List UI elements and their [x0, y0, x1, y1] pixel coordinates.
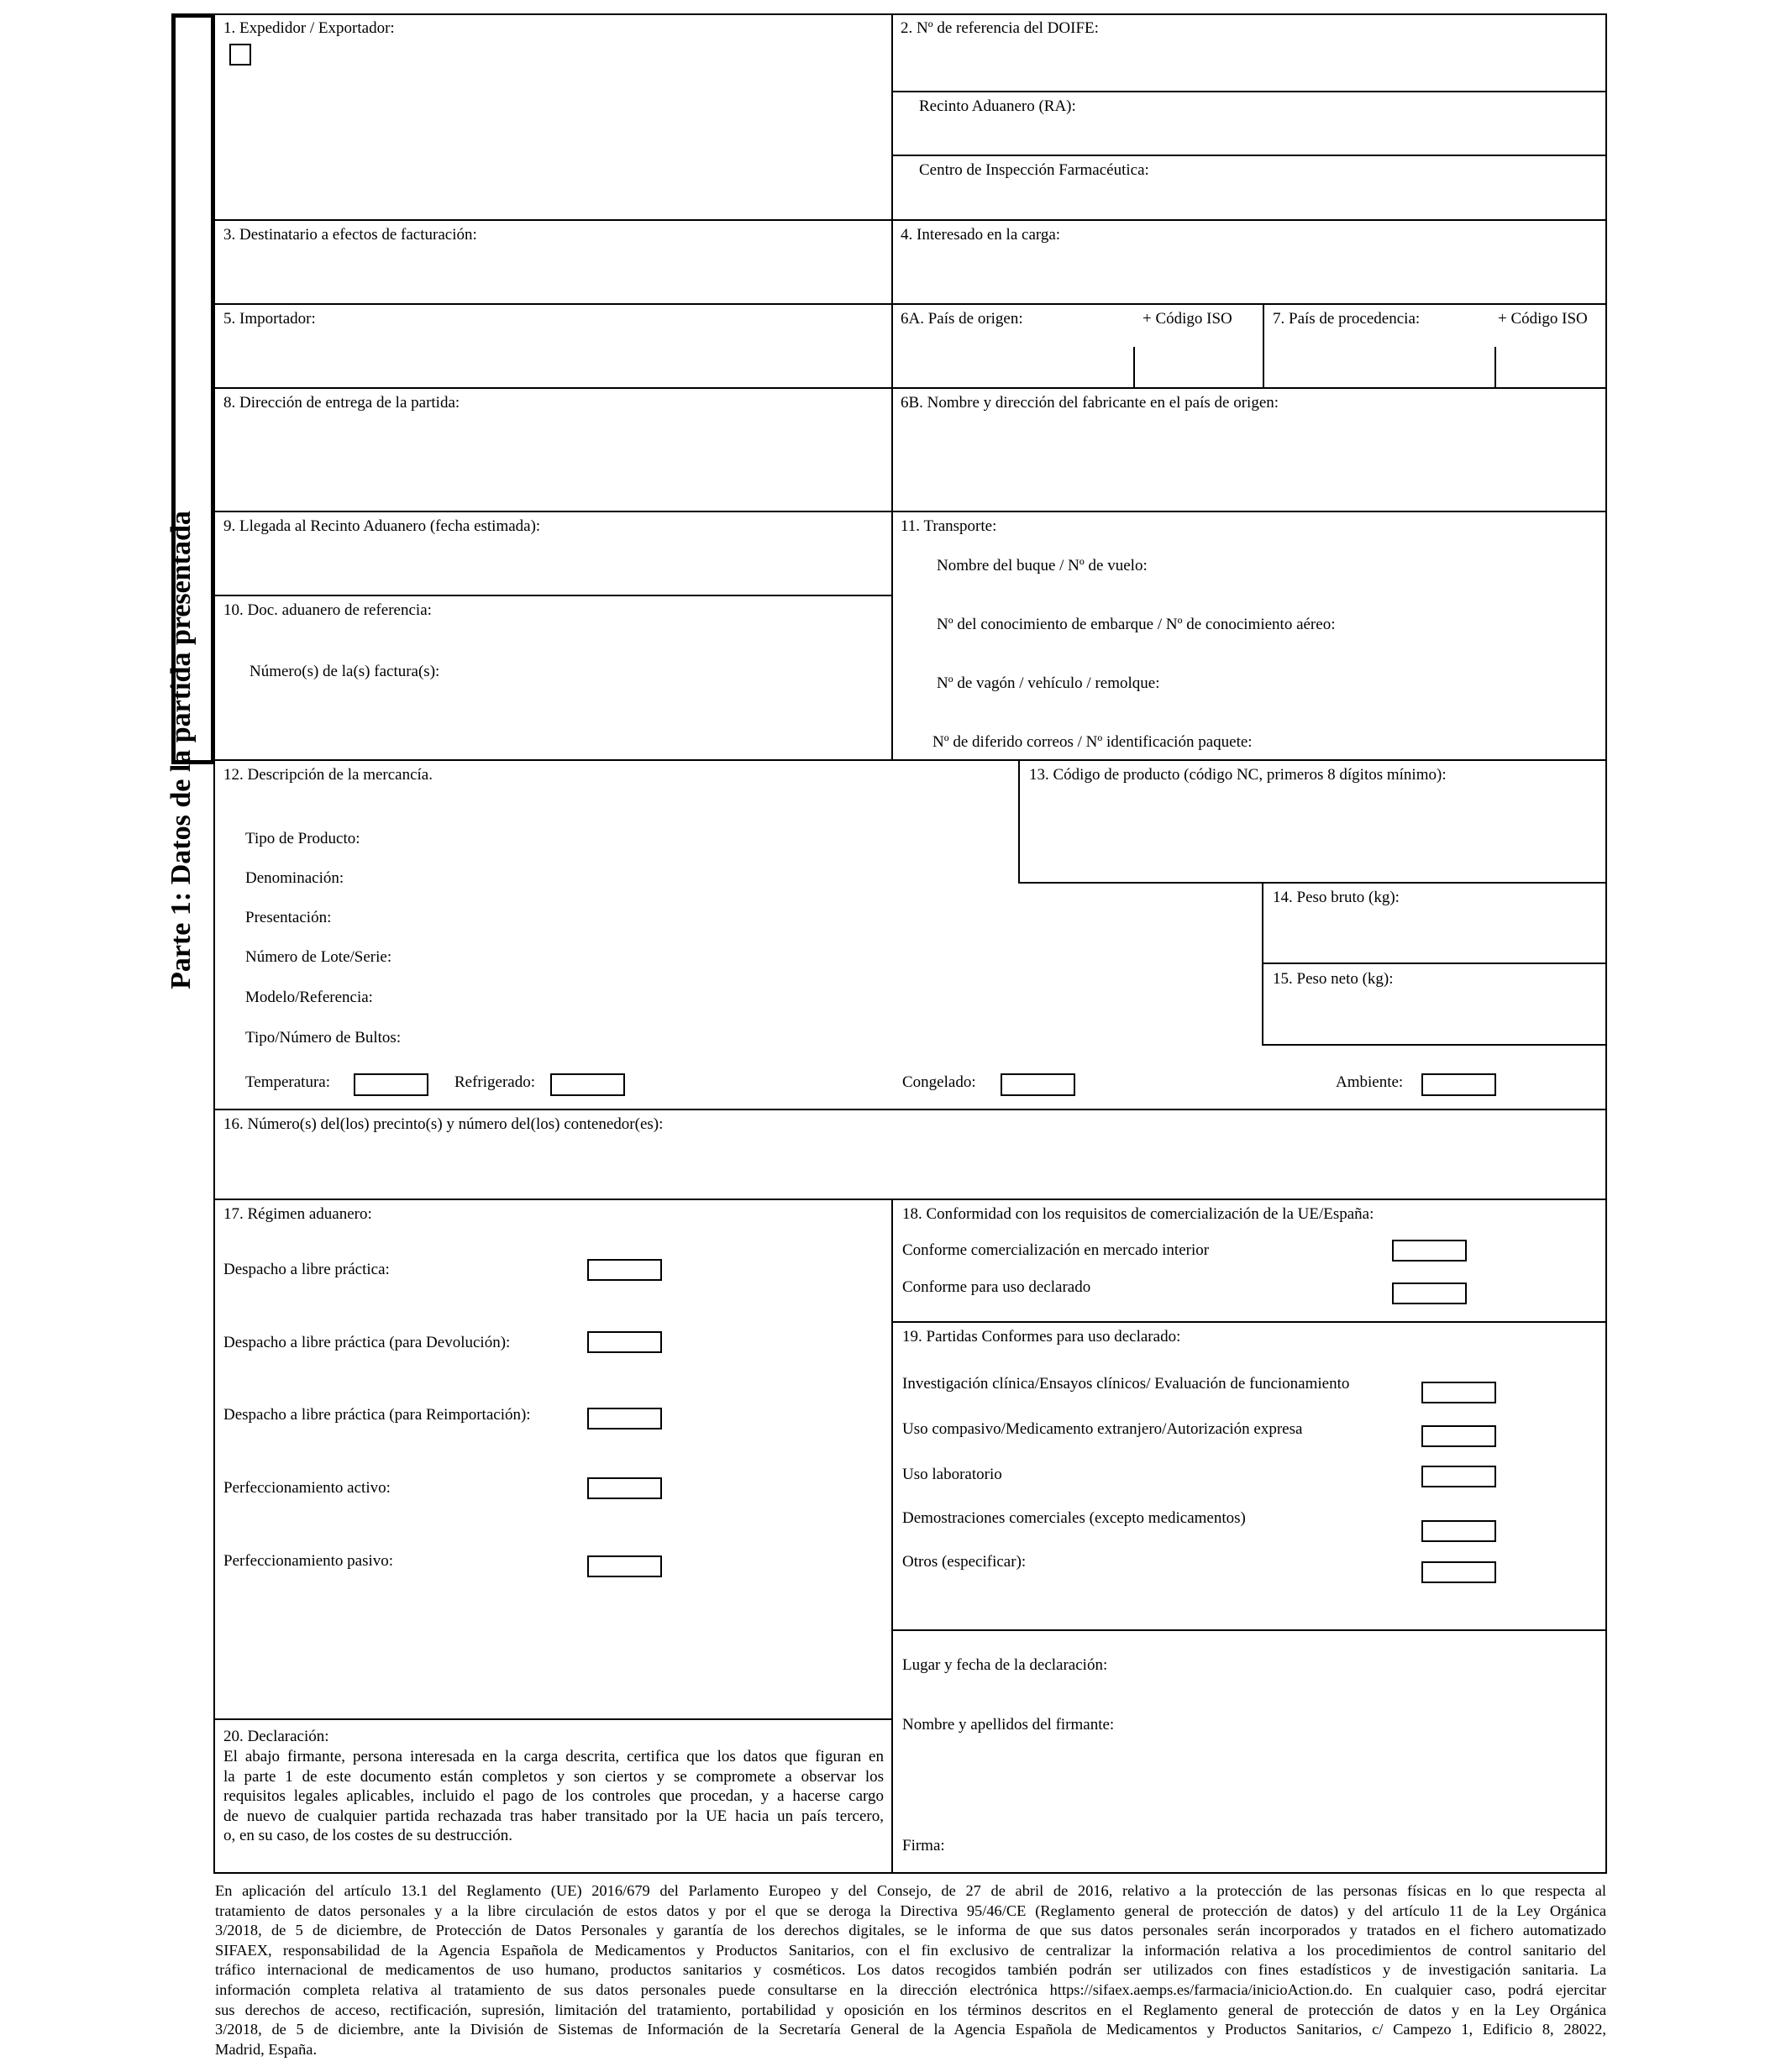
vrule-center-top [891, 13, 893, 761]
rule-row20 [214, 1718, 893, 1720]
refrigerado-checkbox[interactable] [550, 1073, 625, 1096]
lugar-fecha-label: Lugar y fecha de la declaración: [902, 1656, 1108, 1674]
frame-right [1605, 13, 1607, 1874]
field-6a-iso-label: + Código ISO [1143, 310, 1232, 328]
buque-vuelo-label: Nombre del buque / Nº de vuelo: [937, 557, 1148, 574]
field-4-label: 4. Interesado en la carga: [901, 226, 1061, 244]
demostraciones-checkbox[interactable] [1421, 1520, 1496, 1542]
field-11-label: 11. Transporte: [901, 517, 997, 535]
field-8-label: 8. Dirección de entrega de la partida: [223, 394, 460, 412]
rule-row16 [214, 1109, 1607, 1110]
declaration-line: El abajo firmante, persona interesada en la carga descrita, certifica que los datos que figuran en [223, 1748, 884, 1765]
libre-practica-checkbox[interactable] [587, 1259, 662, 1281]
diferido-correos-label: Nº de diferido correos / Nº identificación paquete: [932, 733, 1253, 751]
field-14-label: 14. Peso bruto (kg): [1273, 889, 1400, 906]
rule-right-2 [892, 155, 1607, 156]
field-7-iso-label: + Código ISO [1498, 310, 1588, 328]
recinto-aduanero-label: Recinto Aduanero (RA): [919, 97, 1076, 115]
perfeccionamiento-pasivo-checkbox[interactable] [587, 1555, 662, 1577]
perfeccionamiento-activo-checkbox[interactable] [587, 1477, 662, 1499]
refrigerado-label: Refrigerado: [454, 1073, 536, 1091]
declaration-line: la parte 1 de este documento están completos y son ciertos y se compromete a observar los [223, 1767, 884, 1786]
footer-line: tráfico internacional de medicamentos de uso humano, productos sanitarios y cosméticos. Los datos recogidos también podrán ser utilizados con fines estadísticos y de investigación sanitaria. La [215, 1961, 1606, 1979]
rule-row10 [214, 595, 893, 596]
field-15-label: 15. Peso neto (kg): [1273, 970, 1394, 988]
ambiente-checkbox[interactable] [1421, 1073, 1496, 1096]
libre-reimportacion-checkbox[interactable] [587, 1408, 662, 1429]
rule-row19 [892, 1321, 1607, 1323]
vrule-box13-left [1018, 759, 1020, 884]
lote-serie-label: Número de Lote/Serie: [245, 948, 392, 966]
footer-line: 3/2018, de 5 de diciembre, de Protección de Datos Personales y garantía de los derechos digitales, se le informa de que sus datos personales serán incorporados y tratados en el fichero automatizado [215, 1922, 1606, 1939]
conforme-uso-checkbox[interactable] [1392, 1283, 1467, 1304]
vrule-6a-iso [1133, 347, 1135, 389]
footer-line: 3/2018, de 5 de diciembre, ante la División de Sistemas de Información de la Secretaría General de la Agencia Española de Medicamentos y Productos Sanitarios, c/ Campezo 1, Edificio 8, 28022, [215, 2021, 1606, 2038]
field-12-label: 12. Descripción de la mercancía. [223, 766, 433, 784]
footer-line: información completa relativa al tratamiento de sus datos personales puede consultarse en la dirección electrónica https://sifaex.aemps.es/farmacia/inicioAction.do. En cualquier caso, podrá ejercitar [215, 1980, 1606, 1998]
part1-band-right [211, 13, 215, 764]
field-10-label: 10. Doc. aduanero de referencia: [223, 601, 432, 619]
declaration-line: requisitos legales aplicables, incluido el pago de los controles que procedan, y a hacerse cargo [223, 1787, 884, 1806]
facturas-label: Número(s) de la(s) factura(s): [250, 663, 440, 680]
exporter-checkbox[interactable] [229, 44, 251, 66]
rule-row8 [214, 387, 1607, 389]
frame-bottom [213, 1872, 1607, 1874]
ambiente-label: Ambiente: [1336, 1073, 1404, 1091]
field-3-label: 3. Destinatario a efectos de facturación: [223, 226, 477, 244]
field-5-label: 5. Importador: [223, 310, 316, 328]
vrule-7-iso [1494, 347, 1496, 389]
frame-left [213, 760, 215, 1874]
uso-laboratorio-checkbox[interactable] [1421, 1466, 1496, 1487]
rule-box13-bottom [1019, 882, 1607, 884]
otros-checkbox[interactable] [1421, 1561, 1496, 1583]
field-13-label: 13. Código de producto (código NC, primeros 8 dígitos mínimo): [1029, 766, 1447, 784]
temperatura-input[interactable] [354, 1073, 428, 1096]
field-17-label: 17. Régimen aduanero: [223, 1205, 372, 1223]
footer-line: tratamiento de datos personales y a la libre circulación de estos datos y por el que se deroga la Directiva 95/46/CE (Reglamento general de protección de datos) y del artículo 11 de la Ley Orgánica [215, 1902, 1606, 1919]
libre-practica-label: Despacho a libre práctica: [223, 1261, 390, 1278]
rule-row5 [214, 303, 1607, 305]
rule-row9 [214, 511, 1607, 512]
tipo-producto-label: Tipo de Producto: [245, 830, 360, 847]
part1-band-top [171, 13, 215, 18]
conforme-uso-label: Conforme para uso declarado [902, 1278, 1091, 1296]
rule-row17 [214, 1199, 1607, 1200]
field-6a-label: 6A. País de origen: [901, 310, 1023, 328]
frame-top [214, 13, 1607, 15]
conforme-mercado-label: Conforme comercialización en mercado interior [902, 1241, 1210, 1259]
investigacion-checkbox[interactable] [1421, 1382, 1496, 1403]
uso-laboratorio-label: Uso laboratorio [902, 1466, 1002, 1483]
modelo-referencia-label: Modelo/Referencia: [245, 989, 373, 1006]
uso-compasivo-label: Uso compasivo/Medicamento extranjero/Autorización expresa [902, 1420, 1303, 1438]
congelado-checkbox[interactable] [1001, 1073, 1075, 1096]
rule-right-1 [892, 91, 1607, 92]
nombre-firmante-label: Nombre y apellidos del firmante: [902, 1716, 1115, 1734]
demostraciones-label: Demostraciones comerciales (excepto medicamentos) [902, 1509, 1246, 1527]
congelado-label: Congelado: [902, 1073, 976, 1091]
firma-label: Firma: [902, 1837, 945, 1854]
field-6b-label: 6B. Nombre y dirección del fabricante en el país de origen: [901, 394, 1279, 412]
part1-title: Parte 1: Datos de la partida presentada [165, 511, 197, 989]
field-19-label: 19. Partidas Conformes para uso declarado: [902, 1328, 1181, 1345]
field-7-label: 7. País de procedencia: [1273, 310, 1421, 328]
footer-line: En aplicación del artículo 13.1 del Reglamento (UE) 2016/679 del Parlamento Europeo y del Consejo, de 27 de abril de 2016, relativo a la protección de las personas físicas en lo que respecta al [215, 1882, 1606, 1899]
rule-box14-bottom [1263, 963, 1607, 964]
denominacion-label: Denominación: [245, 869, 344, 887]
field-18-label: 18. Conformidad con los requisitos de comercialización de la UE/España: [902, 1205, 1374, 1223]
rule-box15-bottom [1263, 1044, 1607, 1046]
field-20-label: 20. Declaración: [223, 1728, 329, 1745]
declaration-line: de nuevo de cualquier partida rechazada tras haber transitado por la UE hacia un país tercero, [223, 1807, 884, 1825]
temperatura-label: Temperatura: [245, 1073, 331, 1091]
otros-label: Otros (especificar): [902, 1553, 1027, 1571]
field-2-label: 2. Nº de referencia del DOIFE: [901, 19, 1099, 37]
rule-signature-area [892, 1629, 1607, 1631]
vrule-box14-left [1262, 882, 1263, 1046]
libre-devolucion-label: Despacho a libre práctica (para Devolución): [223, 1334, 511, 1351]
vrule-center-bottom [891, 1199, 893, 1874]
conforme-mercado-checkbox[interactable] [1392, 1240, 1467, 1262]
libre-reimportacion-label: Despacho a libre práctica (para Reimportación): [223, 1406, 531, 1424]
vagon-vehiculo-label: Nº de vagón / vehículo / remolque: [937, 674, 1160, 692]
centro-inspeccion-label: Centro de Inspección Farmacéutica: [919, 161, 1149, 179]
bultos-label: Tipo/Número de Bultos: [245, 1029, 402, 1046]
data-protection-footer [215, 1881, 1606, 2059]
rule-row12 [214, 759, 1607, 761]
field-1-label: 1. Expedidor / Exportador: [223, 19, 395, 37]
libre-devolucion-checkbox[interactable] [587, 1331, 662, 1353]
investigacion-label: Investigación clínica/Ensayos clínicos/ Evaluación de funcionamiento [902, 1375, 1350, 1393]
vrule-6a-7 [1263, 303, 1264, 389]
declaration-text [223, 1747, 884, 1846]
conocimiento-label: Nº del conocimiento de embarque / Nº de conocimiento aéreo: [937, 616, 1336, 633]
footer-line: SIFAEX, responsabilidad de la Agencia Española de Medicamentos y Productos Sanitarios, con el fin exclusivo de centralizar la información relativa a los procedimientos de control sanitario del [215, 1941, 1606, 1959]
field-16-label: 16. Número(s) del(los) precinto(s) y número del(los) contenedor(es): [223, 1115, 664, 1133]
footer-line: Madrid, España. [215, 2040, 318, 2058]
declaration-line: o, en su caso, de los costes de su destrucción. [223, 1827, 513, 1845]
footer-line: sus derechos de acceso, rectificación, supresión, limitación del tratamiento, portabilidad y oposición en los términos descritos en el Reglamento general de protección de datos y en la Ley Orgánica [215, 2001, 1606, 2018]
uso-compasivo-checkbox[interactable] [1421, 1425, 1496, 1447]
perfeccionamiento-pasivo-label: Perfeccionamiento pasivo: [223, 1552, 394, 1570]
presentacion-label: Presentación: [245, 909, 332, 926]
rule-row3 [214, 219, 1607, 221]
perfeccionamiento-activo-label: Perfeccionamiento activo: [223, 1479, 391, 1497]
field-9-label: 9. Llegada al Recinto Aduanero (fecha estimada): [223, 517, 541, 535]
